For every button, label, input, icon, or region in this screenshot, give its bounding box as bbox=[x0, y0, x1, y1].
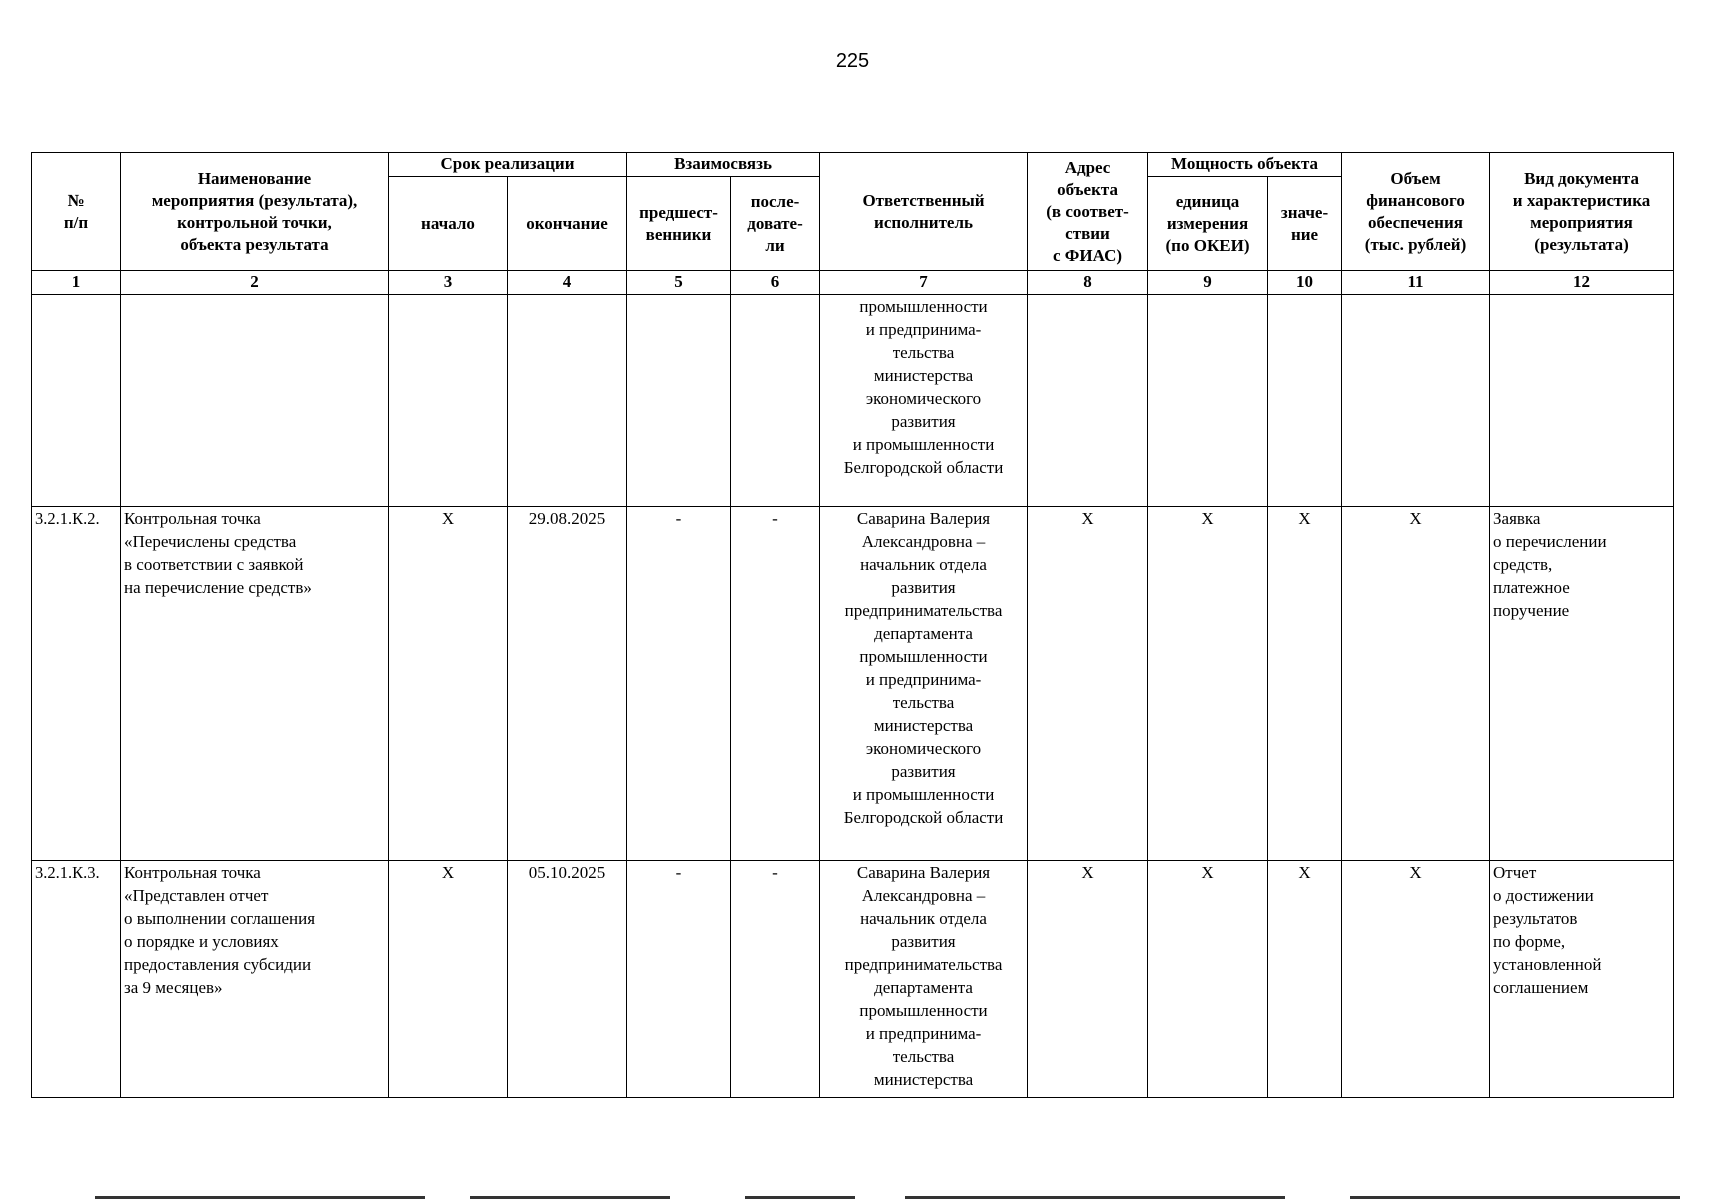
text-line: тельства bbox=[892, 1047, 955, 1066]
text-line: (тыс. рублей) bbox=[1364, 234, 1467, 254]
column-number: 12 bbox=[1490, 271, 1674, 295]
text-line: п/п bbox=[63, 212, 89, 232]
text-line: Саварина Валерия bbox=[856, 509, 991, 528]
header-successors bbox=[731, 177, 820, 271]
row-finance: Х bbox=[1342, 507, 1490, 861]
row-start: Х bbox=[389, 507, 508, 861]
text-line: и промышленности bbox=[852, 785, 995, 804]
header-responsible bbox=[820, 153, 1028, 271]
text-line: департамента bbox=[874, 624, 973, 643]
column-number: 3 bbox=[389, 271, 508, 295]
row-document bbox=[1490, 295, 1674, 507]
row-num: 3.2.1.К.3. bbox=[32, 861, 121, 1098]
text-line: результатов bbox=[1493, 909, 1578, 928]
text-line: контрольной точки, bbox=[177, 212, 332, 232]
text-line: установленной bbox=[1493, 955, 1602, 974]
text-line: развития bbox=[891, 762, 956, 781]
text-line: (в соответ- bbox=[1046, 201, 1129, 221]
scan-edge-mark bbox=[905, 1196, 1285, 1199]
text-line: и предпринима- bbox=[865, 670, 982, 689]
table-row-k3 bbox=[32, 861, 1674, 1098]
row-start: Х bbox=[389, 861, 508, 1098]
text-line: финансового bbox=[1366, 190, 1465, 210]
text-line: министерства bbox=[873, 1070, 974, 1089]
scan-edge-mark bbox=[745, 1196, 855, 1199]
text-line: Контрольная точка bbox=[124, 509, 261, 528]
column-number: 7 bbox=[820, 271, 1028, 295]
text-line: министерства bbox=[873, 716, 974, 735]
row-num: 3.2.1.К.2. bbox=[32, 507, 121, 861]
text-line: на перечисление средств» bbox=[124, 578, 312, 597]
row-value: Х bbox=[1268, 507, 1342, 861]
scan-edge-mark bbox=[470, 1196, 670, 1199]
header-relation: Взаимосвязь bbox=[627, 153, 820, 177]
column-number: 5 bbox=[627, 271, 731, 295]
text-line: № bbox=[67, 190, 85, 210]
text-line: промышленности bbox=[859, 1001, 988, 1020]
text-line: (по ОКЕИ) bbox=[1165, 235, 1250, 255]
text-line: с ФИАС) bbox=[1053, 245, 1123, 265]
text-line: мероприятия bbox=[1530, 212, 1633, 232]
text-line: «Представлен отчет bbox=[124, 886, 269, 905]
row-document bbox=[1490, 861, 1674, 1098]
column-number: 10 bbox=[1268, 271, 1342, 295]
row-end: 29.08.2025 bbox=[508, 507, 627, 861]
text-line: ствии bbox=[1065, 223, 1110, 243]
column-number: 4 bbox=[508, 271, 627, 295]
text-line: объекта bbox=[1057, 179, 1118, 199]
text-line: предпринимательства bbox=[844, 601, 1003, 620]
row-responsible bbox=[820, 295, 1028, 507]
row-start bbox=[389, 295, 508, 507]
text-line: Адрес bbox=[1064, 157, 1111, 177]
schedule-table bbox=[31, 152, 1674, 1098]
header-row-top bbox=[32, 153, 1674, 177]
text-line: и промышленности bbox=[852, 435, 995, 454]
text-line: о порядке и условиях bbox=[124, 932, 279, 951]
row-address: Х bbox=[1028, 507, 1148, 861]
text-line: единица bbox=[1175, 191, 1240, 211]
row-unit: Х bbox=[1148, 507, 1268, 861]
header-address bbox=[1028, 153, 1148, 271]
text-line: Александровна – bbox=[861, 532, 986, 551]
text-line: тельства bbox=[892, 343, 955, 362]
text-line: ли bbox=[765, 235, 785, 255]
text-line: о выполнении соглашения bbox=[124, 909, 316, 928]
text-line: и предпринима- bbox=[865, 1024, 982, 1043]
text-line: и предпринима- bbox=[865, 320, 982, 339]
column-number-row bbox=[32, 271, 1674, 295]
table-row-k2 bbox=[32, 507, 1674, 861]
header-unit bbox=[1148, 177, 1268, 271]
row-successors bbox=[731, 295, 820, 507]
page-number: 225 bbox=[835, 50, 870, 72]
row-address: Х bbox=[1028, 861, 1148, 1098]
text-line: мероприятия (результата), bbox=[151, 190, 358, 210]
row-name bbox=[121, 861, 389, 1098]
text-line: министерства bbox=[873, 366, 974, 385]
row-address bbox=[1028, 295, 1148, 507]
text-line: промышленности bbox=[859, 647, 988, 666]
text-line: после- bbox=[750, 191, 800, 211]
text-line: тельства bbox=[892, 693, 955, 712]
header-name bbox=[121, 153, 389, 271]
header-num bbox=[32, 153, 121, 271]
text-line: измерения bbox=[1166, 213, 1249, 233]
text-line: начальник отдела bbox=[860, 555, 987, 574]
header-start: начало bbox=[389, 177, 508, 271]
text-line: «Перечислены средства bbox=[124, 532, 297, 551]
text-line: Саварина Валерия bbox=[856, 863, 991, 882]
text-line: по форме, bbox=[1493, 932, 1566, 951]
text-line: обеспечения bbox=[1368, 212, 1463, 232]
text-line: исполнитель bbox=[874, 212, 973, 232]
text-line: Объем bbox=[1390, 168, 1441, 188]
text-line: соглашением bbox=[1493, 978, 1589, 997]
text-line: о перечислении bbox=[1493, 532, 1607, 551]
text-line: Вид документа bbox=[1524, 168, 1639, 188]
header-predecessors bbox=[627, 177, 731, 271]
table-row-continuation bbox=[32, 295, 1674, 507]
row-finance bbox=[1342, 295, 1490, 507]
row-num bbox=[32, 295, 121, 507]
text-line: за 9 месяцев» bbox=[124, 978, 223, 997]
row-unit bbox=[1148, 295, 1268, 507]
row-responsible bbox=[820, 507, 1028, 861]
scan-edge-mark bbox=[1350, 1196, 1680, 1199]
header-period: Срок реализации bbox=[389, 153, 627, 177]
row-name bbox=[121, 295, 389, 507]
text-line: развития bbox=[891, 578, 956, 597]
text-line: довате- bbox=[747, 213, 803, 233]
text-line: Ответственный bbox=[862, 190, 985, 210]
row-document bbox=[1490, 507, 1674, 861]
text-line: о достижении bbox=[1493, 886, 1594, 905]
column-number: 6 bbox=[731, 271, 820, 295]
text-line: Белгородской области bbox=[843, 458, 1004, 477]
row-predecessors: - bbox=[627, 861, 731, 1098]
text-line: промышленности bbox=[859, 297, 988, 316]
row-successors: - bbox=[731, 507, 820, 861]
text-line: Контрольная точка bbox=[124, 863, 261, 882]
header-finance bbox=[1342, 153, 1490, 271]
text-line: поручение bbox=[1493, 601, 1570, 620]
text-line: департамента bbox=[874, 978, 973, 997]
text-line: и характеристика bbox=[1512, 190, 1651, 210]
text-line: платежное bbox=[1493, 578, 1570, 597]
row-unit: Х bbox=[1148, 861, 1268, 1098]
row-end bbox=[508, 295, 627, 507]
row-finance: Х bbox=[1342, 861, 1490, 1098]
text-line: предоставления субсидии bbox=[124, 955, 312, 974]
text-line: объекта результата bbox=[180, 234, 329, 254]
column-number: 11 bbox=[1342, 271, 1490, 295]
scan-edge-mark bbox=[95, 1196, 425, 1199]
header-end: окончание bbox=[508, 177, 627, 271]
row-predecessors: - bbox=[627, 507, 731, 861]
text-line: предпринимательства bbox=[844, 955, 1003, 974]
text-line: Александровна – bbox=[861, 886, 986, 905]
text-line: развития bbox=[891, 932, 956, 951]
row-responsible bbox=[820, 861, 1028, 1098]
text-line: венники bbox=[645, 224, 712, 244]
column-number: 1 bbox=[32, 271, 121, 295]
text-line: развития bbox=[891, 412, 956, 431]
text-line: экономического bbox=[865, 739, 982, 758]
text-line: начальник отдела bbox=[860, 909, 987, 928]
text-line: значе- bbox=[1280, 202, 1329, 222]
text-line: экономического bbox=[865, 389, 982, 408]
column-number: 2 bbox=[121, 271, 389, 295]
header-value bbox=[1268, 177, 1342, 271]
text-line: в соответствии с заявкой bbox=[124, 555, 304, 574]
row-value bbox=[1268, 295, 1342, 507]
row-value: Х bbox=[1268, 861, 1342, 1098]
text-line: Отчет bbox=[1493, 863, 1537, 882]
text-line: ние bbox=[1290, 224, 1319, 244]
text-line: предшест- bbox=[639, 202, 718, 222]
column-number: 9 bbox=[1148, 271, 1268, 295]
text-line: Белгородской области bbox=[843, 808, 1004, 827]
header-document bbox=[1490, 153, 1674, 271]
text-line: средств, bbox=[1493, 555, 1553, 574]
row-predecessors bbox=[627, 295, 731, 507]
text-line: Наименование bbox=[197, 168, 312, 188]
text-line: (результата) bbox=[1534, 234, 1629, 254]
header-capacity: Мощность объекта bbox=[1148, 153, 1342, 177]
row-end: 05.10.2025 bbox=[508, 861, 627, 1098]
column-number: 8 bbox=[1028, 271, 1148, 295]
row-successors: - bbox=[731, 861, 820, 1098]
row-name bbox=[121, 507, 389, 861]
text-line: Заявка bbox=[1493, 509, 1541, 528]
